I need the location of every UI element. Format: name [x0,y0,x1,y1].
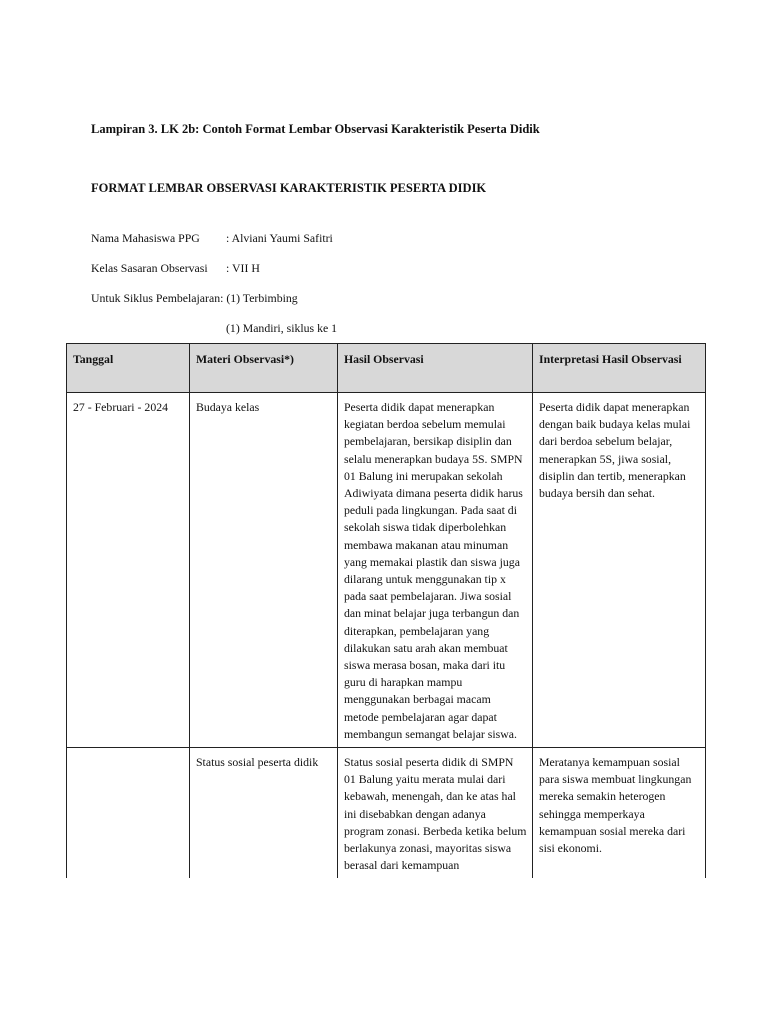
appendix-heading: Lampiran 3. LK 2b: Contoh Format Lembar Observasi Karakteristik Peserta Didik [91,122,540,136]
kelas-label: Kelas Sasaran Observasi [91,261,208,275]
cell-tanggal: 27 - Februari - 2024 [67,393,190,748]
cell-materi: Status sosial peserta didik [190,748,338,879]
header-interpretasi: Interpretasi Hasil Observasi [533,344,706,393]
info-nama-row [91,231,333,246]
table-header-row [67,344,706,393]
observation-table [66,343,706,878]
header-materi: Materi Observasi*) [190,344,338,393]
table-row [67,393,706,748]
kelas-value: : VII H [226,261,260,275]
info-kelas-row [91,261,260,276]
nama-value: : Alviani Yaumi Safitri [226,231,333,245]
cell-hasil: Peserta didik dapat menerapkan kegiatan berdoa sebelum memulai pembelajaran, bersikap disiplin dan selalu menerapkan budaya 5S. SMPN 01 Balung ini merupakan sekolah Adiwiyata dimana peserta didik harus peduli pada lingkungan. Pada saat di sekolah siswa tidak diperbolehkan membawa makanan atau minuman yang memakai plastik dan siswa juga dilarang untuk menggunakan tip x pada saat pembelajaran. Jiwa sosial dan minat belajar juga terbangun dan diterapkan, pembelajaran yang dilakukan satu arah akan membuat siswa merasa bosan, maka dari itu guru di harapkan mampu menggunakan berbagai macam metode pembelajaran agar dapat membangun semangat belajar siswa. [338,393,533,748]
cell-tanggal [67,748,190,879]
siklus-line: Untuk Siklus Pembelajaran: (1) Terbimbing [91,291,298,305]
table-row [67,748,706,879]
header-hasil: Hasil Observasi [338,344,533,393]
nama-label: Nama Mahasiswa PPG [91,231,200,245]
cell-materi: Budaya kelas [190,393,338,748]
cell-hasil: Status sosial peserta didik di SMPN 01 Balung yaitu merata mulai dari kebawah, menengah, dan ke atas hal ini disebabkan dengan adanya program zonasi. Berbeda ketika belum berlakunya zonasi, mayoritas siswa berasal dari kemampuan [338,748,533,879]
cell-interpretasi: Peserta didik dapat menerapkan dengan baik budaya kelas mulai dari berdoa sebelum belajar, menerapkan 5S, jiwa sosial, disiplin dan tertib, menerapkan budaya bersih dan sehat. [533,393,706,748]
cell-interpretasi: Meratanya kemampuan sosial para siswa membuat lingkungan mereka semakin heterogen sehingga memperkaya kemampuan sosial mereka dari sisi ekonomi. [533,748,706,879]
document-title: FORMAT LEMBAR OBSERVASI KARAKTERISTIK PESERTA DIDIK [91,181,487,195]
mandiri-line: (1) Mandiri, siklus ke 1 [226,321,338,335]
header-tanggal: Tanggal [67,344,190,393]
